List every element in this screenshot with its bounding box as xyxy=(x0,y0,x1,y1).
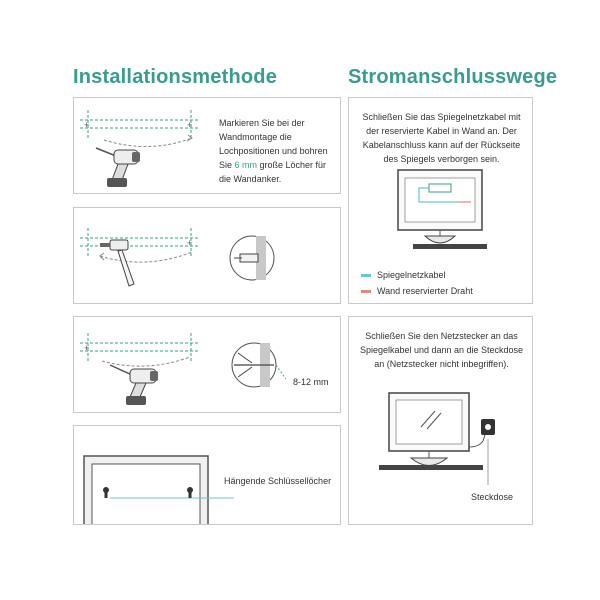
power1-instructions: Schließen Sie das Spiegelnetzkabel mit der reservierte Kabel in Wand an. Der Kabelanschluss kann auf der Rückseite des Spiegels verborgen sein. xyxy=(362,112,521,164)
drill-icon xyxy=(96,148,140,187)
svg-text:+: + xyxy=(84,343,90,353)
step2-panel xyxy=(73,207,341,304)
socket-icon xyxy=(481,419,495,435)
legend-swatch xyxy=(361,274,371,277)
power1-panel xyxy=(348,97,533,304)
legend-item: Wand reservierter Draht xyxy=(361,286,473,296)
hammer-icon xyxy=(100,240,134,286)
svg-text:+: + xyxy=(187,238,193,248)
legend-swatch xyxy=(361,290,371,293)
heading-installation: Installationsmethode xyxy=(73,66,278,88)
step1-panel xyxy=(73,97,341,194)
drill-icon xyxy=(110,365,158,405)
step3-panel xyxy=(73,316,341,413)
legend-item: Spiegelnetzkabel xyxy=(361,270,446,280)
svg-text:+: + xyxy=(187,120,193,130)
screw-detail-icon xyxy=(232,343,286,387)
power2-panel xyxy=(348,316,533,525)
keyhole-label: Hängende Schlüssellöcher xyxy=(224,476,332,486)
step4-panel xyxy=(73,425,341,525)
anchor-detail-icon xyxy=(230,236,274,280)
svg-text:+: + xyxy=(84,120,90,130)
depth-label: 8-12 mm xyxy=(293,377,329,387)
step3-illustration xyxy=(74,317,342,414)
power2-instructions: Schließen Sie den Netzstecker an das Spiegelkabel und dann an die Steckdose an (Netzstecker nicht inbegriffen). xyxy=(359,331,524,369)
heading-power: Stromanschlusswege xyxy=(348,66,558,88)
step1-instructions: Markieren Sie bei der Wandmontage die Lochpositionen und bohren Sie 6 mm große Löcher für die Wandanker. xyxy=(219,118,328,184)
step2-illustration xyxy=(74,208,342,305)
outlet-label: Steckdose xyxy=(471,492,514,502)
